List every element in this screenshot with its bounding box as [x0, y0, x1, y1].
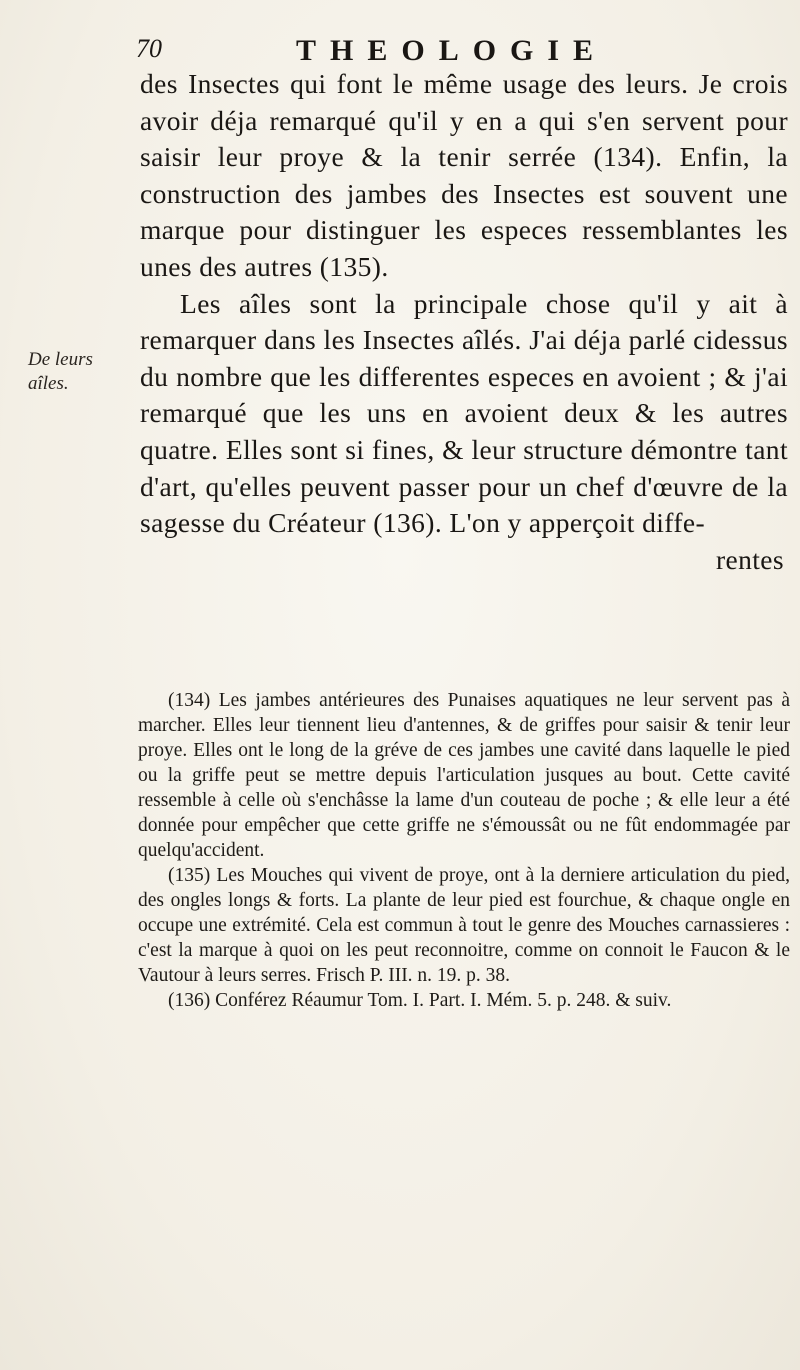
footnote-135: (135) Les Mouches qui vivent de proye, ont à la derniere articulation du pied, des ongles longs & forts. La plante de leur pied est fourchue, & chaque ongle en occupe une extrémité. Cela est commun à tout le genre des Mouches carnassieres : c'est la marque à quoi on les peut reconnoitre, comme on connoit le Faucon & le Vautour à leurs serres. Frisch P. III. n. 19. p. 38. [138, 865, 790, 986]
body-paragraph: des Insectes qui font le même usage des leurs. Je crois avoir déja remarqué qu'il y en a qui s'en servent pour saisir leur proye & la tenir serrée (134). Enfin, la construction des jambes des Insectes est souvent une marque pour distinguer les especes ressemblantes les unes des autres (135). [140, 68, 788, 282]
footnote-134: (134) Les jambes antérieures des Punaises aquatiques ne leur servent pas à marcher. Elles leur tiennent lieu d'antennes, & de griffes pour saisir & tenir leur proye. Elles ont le long de la gréve de ces jambes une cavité dans laquelle le pied ou la griffe peut se mettre depuis l'articulation jusques au bout. Cette cavité ressemble à celle où s'enchâsse la lame d'un couteau de poche ; & elle leur a été donnée pour empêcher que cette griffe ne s'émoussât ou ne fût endommagée par quelqu'accident. [138, 690, 790, 861]
footnote-136: (136) Conférez Réaumur Tom. I. Part. I. Mém. 5. p. 248. & suiv. [168, 990, 672, 1011]
page-number: 70 [136, 34, 162, 63]
catchword: rentes [715, 543, 784, 575]
page-header [136, 34, 696, 68]
margin-note: De leurs aîles. [28, 349, 93, 394]
running-title: THEOLOGIE [296, 34, 608, 67]
main-text [140, 66, 788, 578]
body-paragraph: Les aîles sont la principale chose qu'il y ait à remarquer dans les Insectes aîlés. J'ai déja parlé cidessus du nombre que les differentes especes en avoient ; & j'ai remarqué que les uns en avoient deux & les autres quatre. Elles sont si fines, & leur structure démontre tant d'art, qu'elles peuvent passer pour un chef d'œuvre de la sagesse du Créateur (136). L'on y apperçoit diffe- [140, 287, 788, 539]
footnotes [138, 688, 790, 1013]
